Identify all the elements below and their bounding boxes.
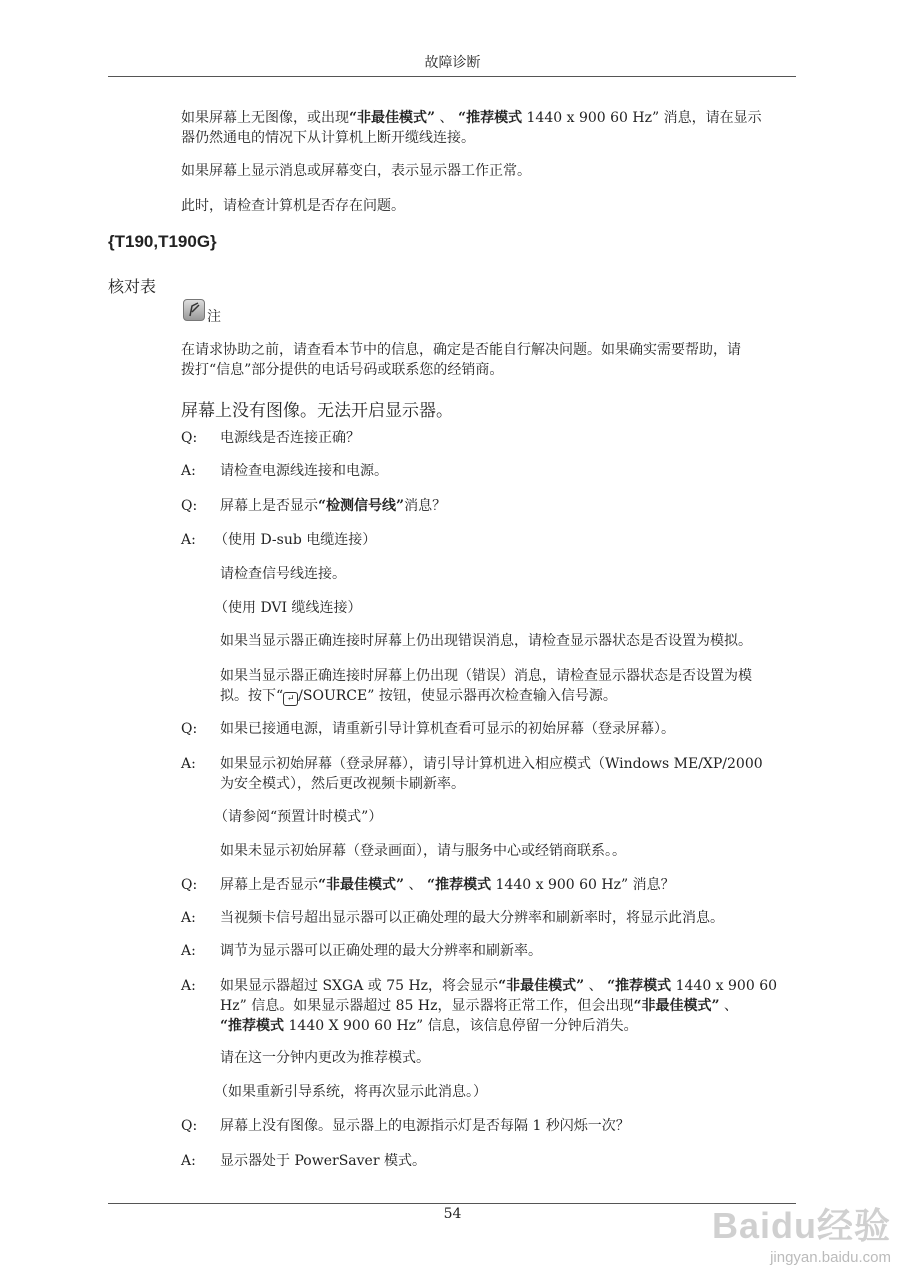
a-label: A: <box>181 943 196 959</box>
page-header-title: 故障诊断 <box>424 55 481 71</box>
note-label: 注 <box>207 309 221 325</box>
a-label: A: <box>181 756 196 772</box>
answer-2-e-line-1: 如果当显示器正确连接时屏幕上仍出现（错误）消息，请检查显示器状态是否设置为模 <box>220 668 752 684</box>
answer-7: 显示器处于 PowerSaver 模式。 <box>220 1153 426 1169</box>
a-label: A: <box>181 532 196 548</box>
answer-6-line-3: “推荐模式 1440 X 900 60 Hz” 信息，该信息停留一分钟后消失。 <box>220 1018 638 1034</box>
answer-3-b: （请参阅“预置计时模式”） <box>214 809 383 825</box>
answer-4: 当视频卡信号超出显示器可以正确处理的最大分辨率和刷新率时，将显示此消息。 <box>220 910 724 926</box>
q-label: Q: <box>181 430 198 446</box>
enter-source-icon: ↵ <box>283 692 298 706</box>
answer-3-line-2: 为安全模式），然后更改视频卡刷新率。 <box>220 776 465 792</box>
answer-6-c: （如果重新引导系统，将再次显示此消息。） <box>214 1084 487 1100</box>
q-label: Q: <box>181 877 198 893</box>
section-title: 核对表 <box>108 277 157 296</box>
q-label: Q: <box>181 1118 198 1134</box>
answer-5: 调节为显示器可以正确处理的最大分辨率和刷新率。 <box>220 943 542 959</box>
answer-2: （使用 D-sub 电缆连接） <box>214 532 377 548</box>
answer-2-b: 请检查信号线连接。 <box>220 566 346 582</box>
watermark <box>712 1198 891 1266</box>
intro-para-3: 此时，请检查计算机是否存在问题。 <box>181 198 405 214</box>
header-rule <box>108 76 796 77</box>
answer-6-line-1: 如果显示器超过 SXGA 或 75 Hz，将会显示“非最佳模式” 、 “推荐模式 1440 x 900 60 <box>220 978 778 994</box>
problem-heading: 屏幕上没有图像。无法开启显示器。 <box>181 401 453 421</box>
q-label: Q: <box>181 498 198 514</box>
a-label: A: <box>181 463 196 479</box>
answer-3-line-1: 如果显示初始屏幕（登录屏幕），请引导计算机进入相应模式（Windows ME/XP/2000 <box>220 756 763 772</box>
a-label: A: <box>181 910 196 926</box>
a-label: A: <box>181 978 196 994</box>
page-number: 54 <box>443 1206 462 1222</box>
intro-line-2: 器仍然通电的情况下从计算机上断开缆线连接。 <box>181 130 475 146</box>
model-heading: {T190,T190G} <box>108 232 217 251</box>
question-1: 电源线是否连接正确？ <box>220 430 360 446</box>
note-icon <box>183 299 205 321</box>
answer-2-e-line-2: 拟。按下“ ↵ /SOURCE” 按钮，使显示器再次检查输入信号源。 <box>220 688 617 704</box>
answer-2-c: （使用 DVI 缆线连接） <box>214 600 362 616</box>
question-3: 如果已接通电源，请重新引导计算机查看可显示的初始屏幕（登录屏幕）。 <box>220 721 675 737</box>
note-line-1: 在请求协助之前，请查看本节中的信息，确定是否能自行解决问题。如果确实需要帮助，请 <box>181 342 741 358</box>
footer-rule <box>108 1203 796 1204</box>
question-5: 屏幕上没有图像。显示器上的电源指示灯是否每隔 1 秒闪烁一次？ <box>220 1118 630 1134</box>
answer-2-d: 如果当显示器正确连接时屏幕上仍出现错误消息，请检查显示器状态是否设置为模拟。 <box>220 633 752 649</box>
answer-3-c: 如果未显示初始屏幕（登录画面），请与服务中心或经销商联系。。 <box>220 843 626 859</box>
answer-6-b: 请在这一分钟内更改为推荐模式。 <box>220 1050 430 1066</box>
answer-1: 请检查电源线连接和电源。 <box>220 463 388 479</box>
q-label: Q: <box>181 721 198 737</box>
intro-line-1: 如果屏幕上无图像，或出现“非最佳模式” 、 “推荐模式 1440 x 900 60 Hz” 消息，请在显示 <box>181 110 762 126</box>
answer-6-line-2: Hz” 信息。如果显示器超过 85 Hz，显示器将正常工作，但会出现“非最佳模式” 、 <box>220 998 739 1014</box>
note-line-2: 拨打“信息”部分提供的电话号码或联系您的经销商。 <box>181 362 504 378</box>
question-4: 屏幕上是否显示“非最佳模式” 、 “推荐模式 1440 x 900 60 Hz” 消息？ <box>220 877 675 893</box>
watermark-brand: Baidu经验 <box>711 1205 891 1246</box>
question-2: 屏幕上是否显示“检测信号线”消息？ <box>220 498 447 514</box>
intro-para-2: 如果屏幕上显示消息或屏幕变白，表示显示器工作正常。 <box>181 163 531 179</box>
a-label: A: <box>181 1153 196 1169</box>
watermark-url: jingyan.baidu.com <box>770 1249 891 1266</box>
